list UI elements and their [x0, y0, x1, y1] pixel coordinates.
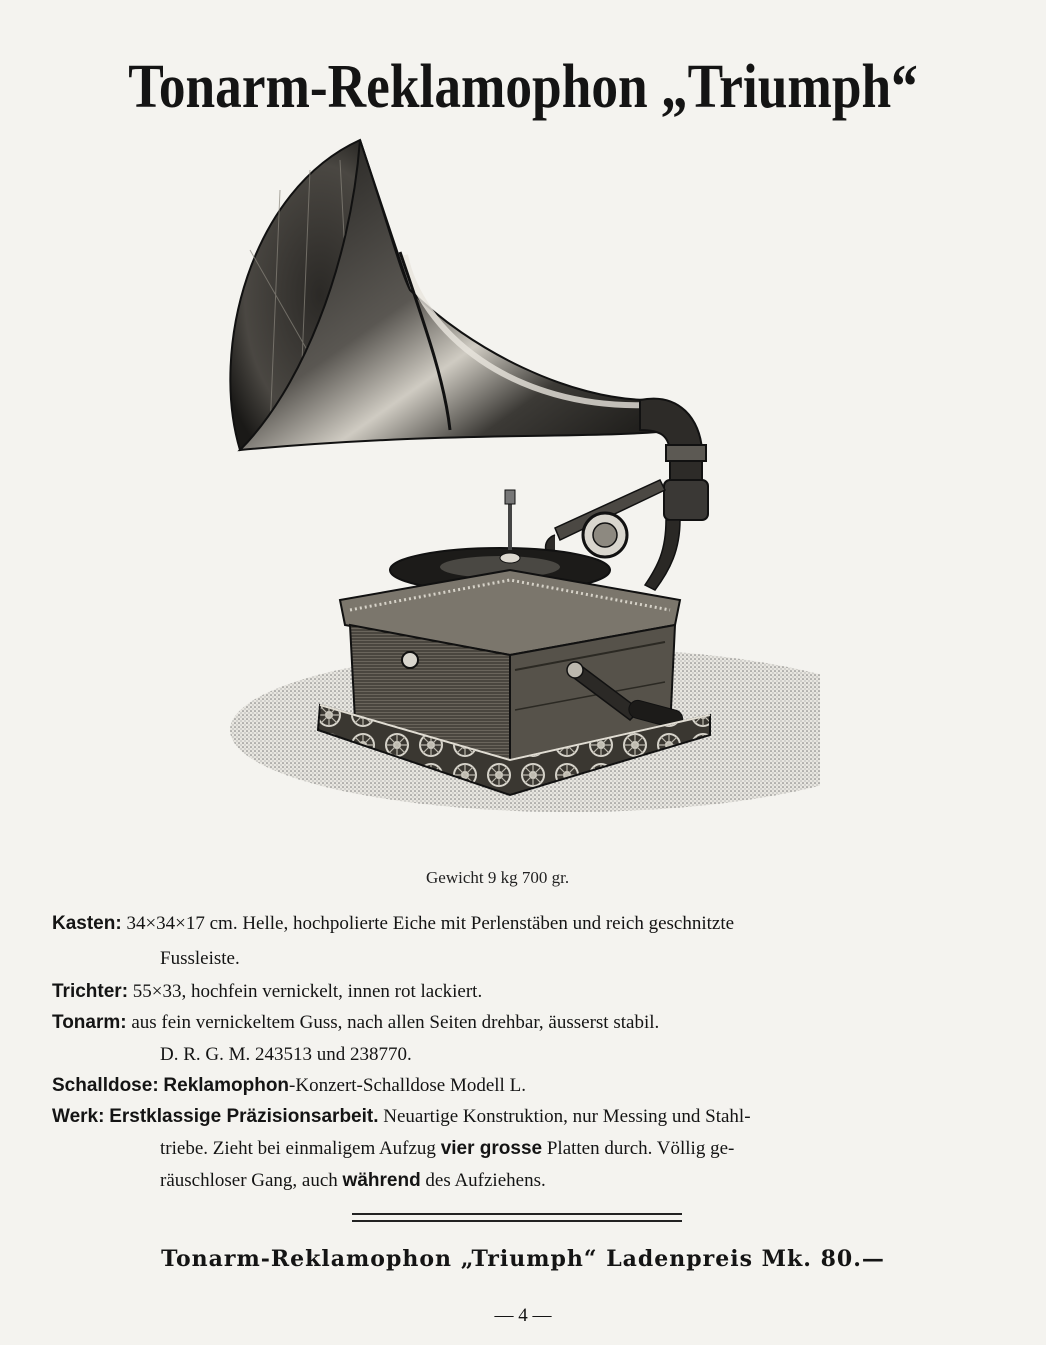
spec-text: räuschloser Gang, auch — [160, 1170, 338, 1191]
spec-text: 55×33, hochfein vernickelt, innen rot lackiert. — [132, 981, 483, 1002]
gramophone-illustration — [210, 130, 820, 820]
page-title: Tonarm-Reklamophon „Triumph“ — [128, 53, 918, 121]
spec-label: Tonarm: — [52, 1012, 127, 1033]
spec-werk-line3 — [160, 1171, 546, 1190]
spec-kasten — [52, 914, 734, 933]
spec-kasten-cont: Fussleiste. — [160, 948, 240, 969]
spec-tonarm — [52, 1013, 659, 1032]
divider-rule-top — [352, 1213, 682, 1215]
spec-label: Werk: — [52, 1106, 105, 1127]
price-line: Tonarm-Reklamophon „Triumph“ Ladenpreis Mk. 80.— — [161, 1246, 885, 1272]
spec-label: Kasten: — [52, 913, 122, 934]
spec-werk-line2 — [160, 1139, 734, 1158]
spec-emphasis: während — [342, 1170, 421, 1191]
spec-trichter — [52, 982, 482, 1001]
tonearm — [645, 520, 680, 590]
spec-text: des Aufziehens. — [425, 1170, 546, 1191]
spec-schalldose — [52, 1076, 526, 1095]
page-number: — 4 — — [494, 1305, 552, 1326]
spec-text: Neuartige Konstruktion, nur Messing und Stahl- — [383, 1106, 751, 1127]
spec-text: Platten durch. Völlig ge- — [546, 1138, 735, 1159]
spec-emphasis: Erstklassige Präzisionsarbeit. — [109, 1106, 379, 1127]
spec-tonarm-patent: D. R. G. M. 243513 und 238770. — [160, 1044, 412, 1065]
spec-text: triebe. Zieht bei einmaligem Aufzug — [160, 1138, 436, 1159]
spec-label: Schalldose: — [52, 1075, 159, 1096]
weight-caption: Gewicht 9 kg 700 gr. — [426, 868, 570, 887]
divider-rule-bottom — [352, 1220, 682, 1222]
spec-text: -Konzert-Schalldose Modell L. — [289, 1075, 526, 1096]
spec-emphasis: vier grosse — [440, 1138, 543, 1159]
spec-text: 34×34×17 cm. Helle, hochpolierte Eiche mit Perlenstäben und reich geschnitzte — [126, 913, 735, 934]
spec-werk — [52, 1107, 751, 1126]
spec-label: Trichter: — [52, 981, 129, 1002]
spec-text: aus fein vernickeltem Guss, nach allen Seiten drehbar, äusserst stabil. — [131, 1012, 660, 1033]
brand-name: Reklamophon — [163, 1075, 290, 1096]
